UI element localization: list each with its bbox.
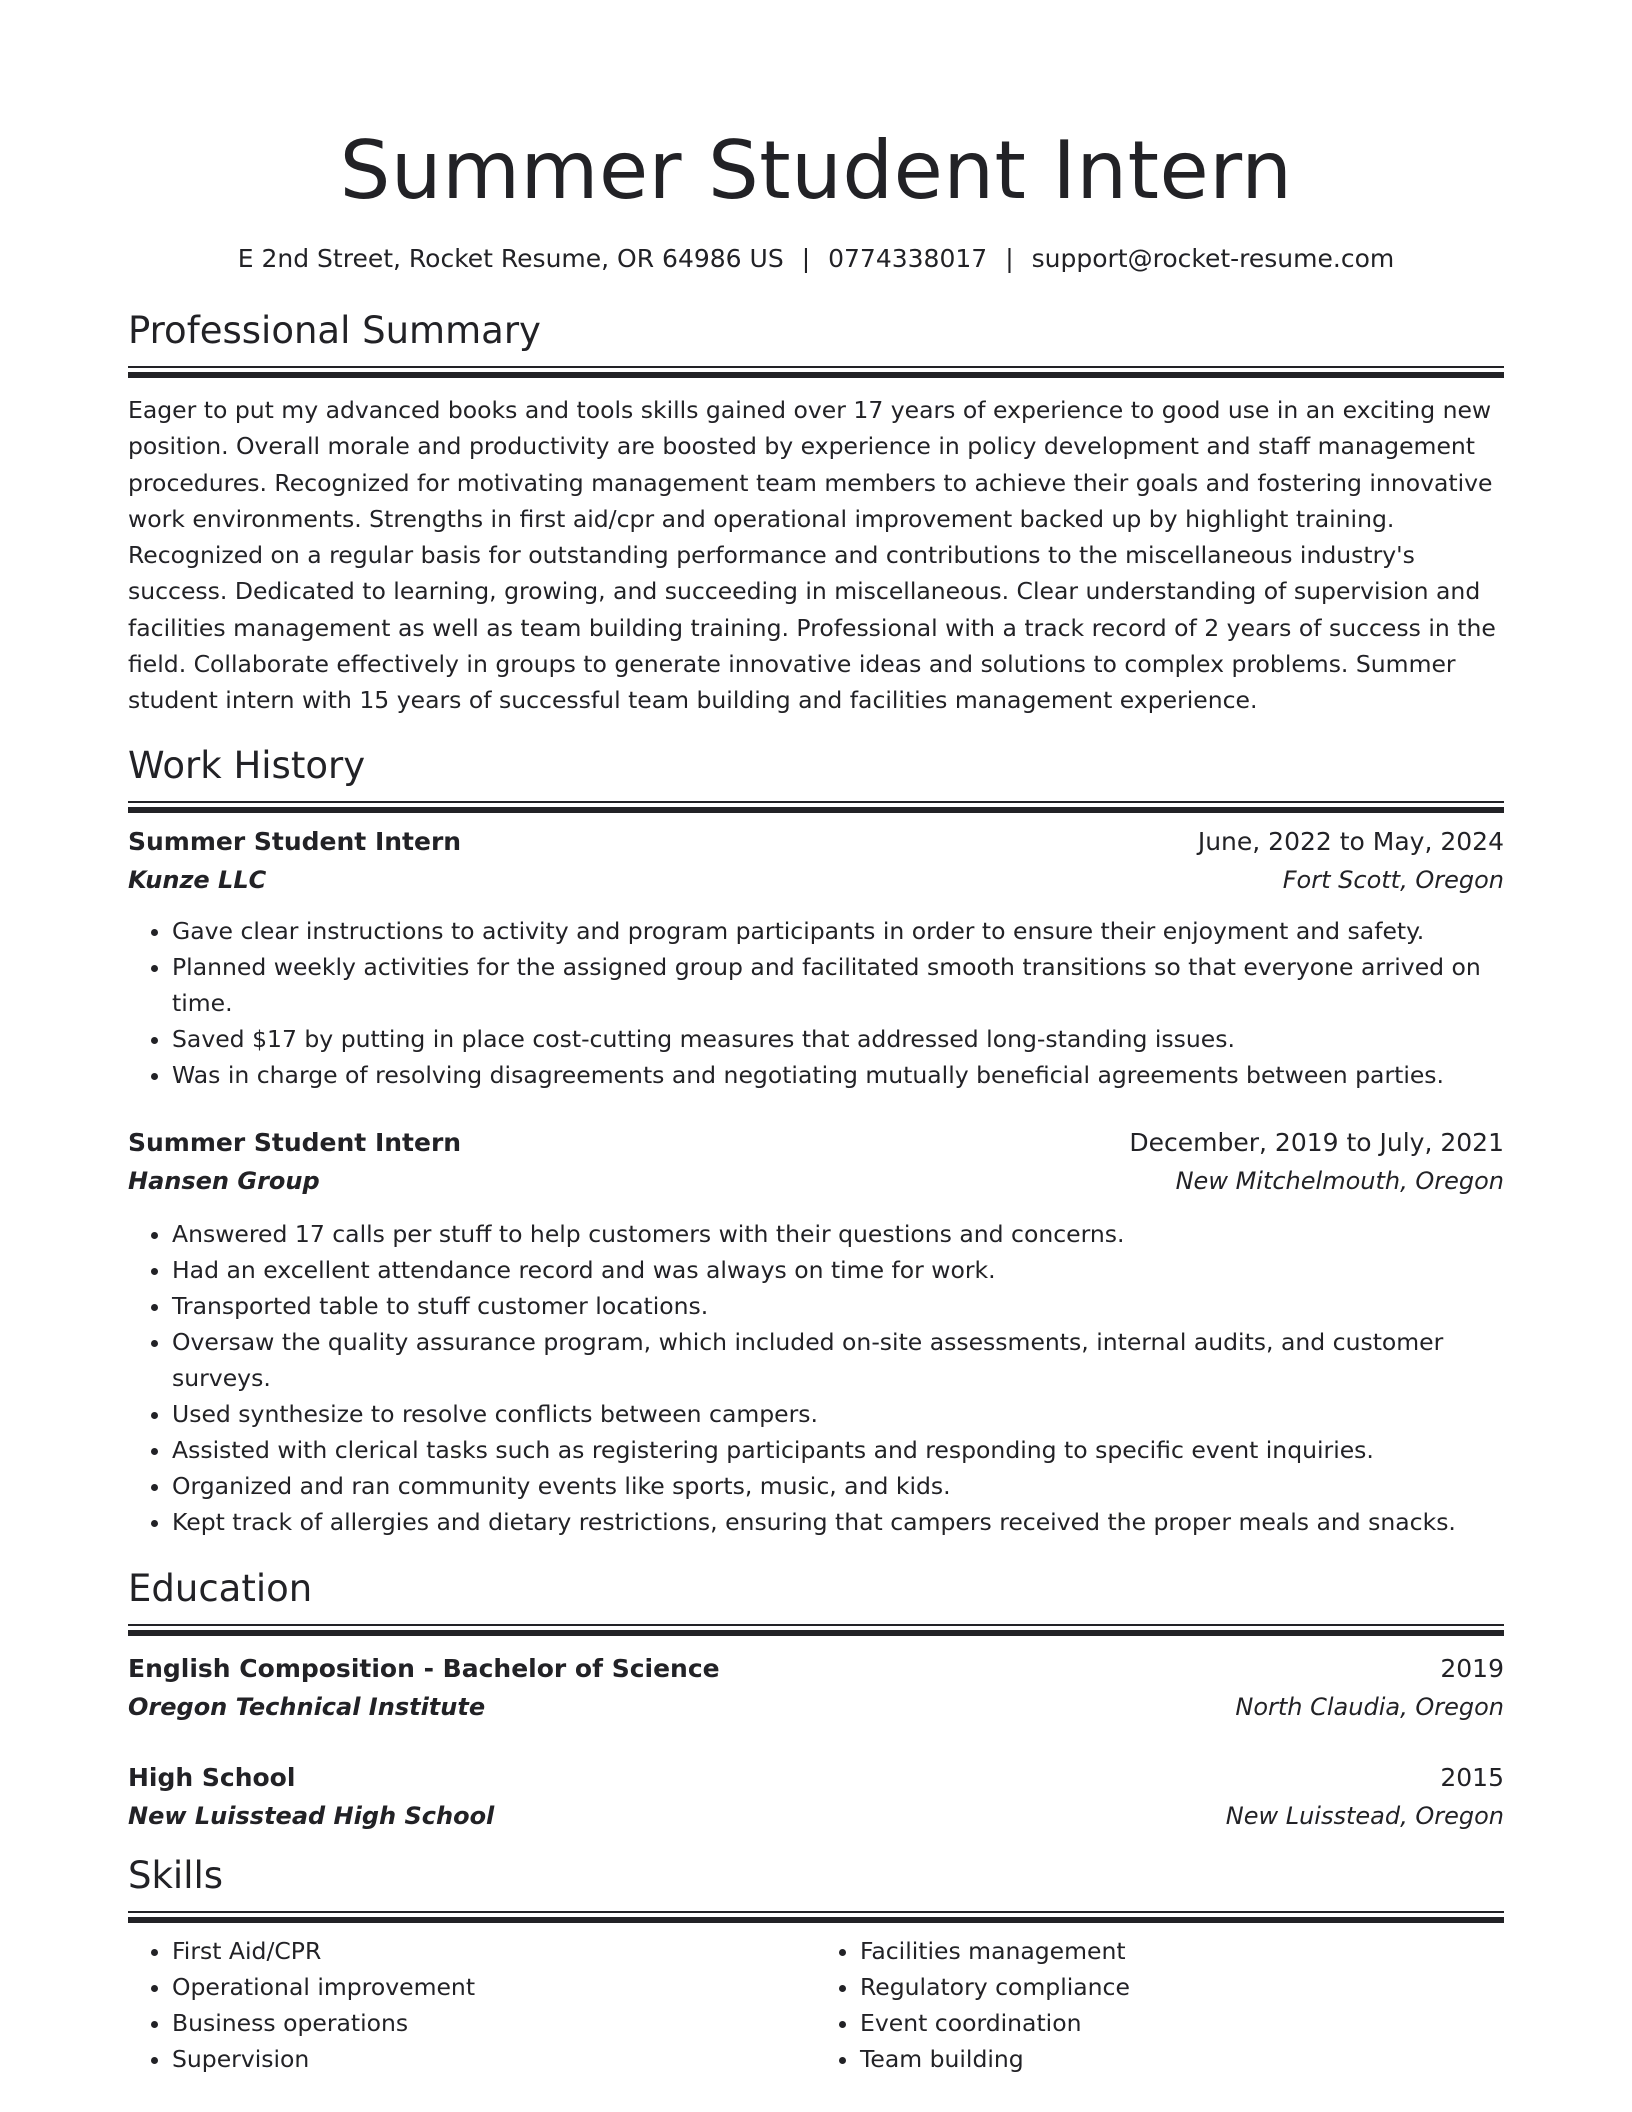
- job-title: Summer Student Intern: [128, 1127, 462, 1157]
- address: E 2nd Street, Rocket Resume, OR 64986 US: [237, 244, 784, 273]
- list-item: • Gave clear instructions to activity and program participants in order to ensure their enjoyment and safety.: [172, 913, 1504, 949]
- degree: High School: [128, 1762, 296, 1792]
- summary-section: [128, 306, 1504, 719]
- list-item: • Planned weekly activities for the assigned group and facilitated smooth transitions so that everyone arrived on time.: [172, 949, 1504, 1021]
- candidate-name: Summer Student Intern: [339, 124, 1293, 217]
- skills-list-right: [816, 1933, 1504, 2077]
- skill-item: • Regulatory compliance: [860, 1969, 1504, 2005]
- skill-item: • Operational improvement: [172, 1969, 816, 2005]
- skill-item: • Team building: [860, 2041, 1504, 2077]
- email: support@rocket-resume.com: [1031, 244, 1395, 273]
- skill-item: • Business operations: [172, 2005, 816, 2041]
- education-entry: [128, 1650, 1504, 1726]
- graduation-year: 2019: [1440, 1653, 1504, 1683]
- contact-line: [128, 242, 1504, 276]
- job-header-row: [128, 823, 1504, 861]
- job-entry: [128, 1124, 1504, 1540]
- education-header-row: [128, 1650, 1504, 1688]
- phone: 0774338017: [828, 244, 988, 273]
- section-title-work-history: Work History: [128, 743, 366, 787]
- skill-item: • Event coordination: [860, 2005, 1504, 2041]
- list-item: • Had an excellent attendance record and was always on time for work.: [172, 1252, 1504, 1288]
- list-item: • Transported table to stuff customer locations.: [172, 1288, 1504, 1324]
- school-name: New Luisstead High School: [128, 1801, 495, 1830]
- list-item: • Saved $17 by putting in place cost-cutting measures that addressed long-standing issues.: [172, 1021, 1504, 1057]
- education-entry: [128, 1759, 1504, 1835]
- education-header-row: [128, 1759, 1504, 1797]
- skills-columns: [128, 1933, 1504, 2077]
- summary-text: Eager to put my advanced books and tools skills gained over 17 years of experience to good use in an exciting new position. Overall morale and productivity are boosted by experience in policy development and staff management procedures. Recognized for motivating management team members to achieve their goals and fostering innovative work environments. Strengths in first aid/cpr and operational improvement backed up by highlight training. Recognized on a regular basis for outstanding performance and contributions to the miscellaneous industry's success. Dedicated to learning, growing, and succeeding in miscellaneous. Clear understanding of supervision and facilities management as well as team building training. Professional with a track record of 2 years of success in the field. Collaborate effectively in groups to generate innovative ideas and solutions to complex problems. Summer student intern with 15 years of successful team building and facilities management experience.: [128, 396, 1496, 715]
- section-divider: [128, 1911, 1504, 1923]
- list-item: • Used synthesize to resolve conflicts between campers.: [172, 1396, 1504, 1432]
- section-title-summary: Professional Summary: [128, 309, 541, 352]
- job-company: Hansen Group: [128, 1166, 320, 1195]
- resume-page: [128, 118, 1504, 2077]
- skills-list-left: [128, 1933, 816, 2077]
- job-header-row: [128, 1124, 1504, 1162]
- school-location: New Luisstead, Oregon: [1225, 1801, 1504, 1830]
- job-location: New Mitchelmouth, Oregon: [1175, 1166, 1504, 1195]
- job-location: Fort Scott, Oregon: [1282, 865, 1504, 894]
- skill-item: • Supervision: [172, 2041, 816, 2077]
- list-item: • Answered 17 calls per stuff to help customers with their questions and concerns.: [172, 1216, 1504, 1252]
- school-location: North Claudia, Oregon: [1235, 1692, 1504, 1721]
- skill-item: • Facilities management: [860, 1933, 1504, 1969]
- job-subheader-row: [128, 1162, 1504, 1200]
- section-title-education: Education: [128, 1566, 313, 1610]
- list-item: • Kept track of allergies and dietary restrictions, ensuring that campers received the proper meals and snacks.: [172, 1504, 1504, 1540]
- work-history-section: [128, 741, 1504, 1540]
- education-subheader-row: [128, 1797, 1504, 1835]
- education-section: [128, 1564, 1504, 1835]
- list-item: • Organized and ran community events like sports, music, and kids.: [172, 1468, 1504, 1504]
- contact-separator: |: [1005, 244, 1014, 273]
- list-item: • Was in charge of resolving disagreements and negotiating mutually beneficial agreements between parties.: [172, 1057, 1504, 1093]
- list-item: • Assisted with clerical tasks such as registering participants and responding to specific event inquiries.: [172, 1432, 1504, 1468]
- school-name: Oregon Technical Institute: [128, 1692, 486, 1721]
- list-item: • Oversaw the quality assurance program, which included on-site assessments, internal audits, and customer surveys.: [172, 1324, 1504, 1396]
- education-subheader-row: [128, 1688, 1504, 1726]
- section-divider: [128, 801, 1504, 813]
- degree: English Composition - Bachelor of Science: [128, 1653, 720, 1683]
- graduation-year: 2015: [1440, 1762, 1504, 1792]
- job-dates: June, 2022 to May, 2024: [1197, 826, 1504, 856]
- section-divider: [128, 366, 1504, 378]
- job-bullets: [128, 913, 1504, 1093]
- skill-item: • First Aid/CPR: [172, 1933, 816, 1969]
- job-dates: December, 2019 to July, 2021: [1129, 1127, 1504, 1157]
- job-entry: [128, 823, 1504, 1093]
- job-title: Summer Student Intern: [128, 826, 462, 856]
- skills-section: [128, 1851, 1504, 2077]
- section-title-skills: Skills: [128, 1853, 224, 1897]
- job-bullets: [128, 1216, 1504, 1540]
- section-divider: [128, 1624, 1504, 1636]
- contact-separator: |: [801, 244, 811, 273]
- job-subheader-row: [128, 861, 1504, 899]
- job-company: Kunze LLC: [128, 865, 267, 894]
